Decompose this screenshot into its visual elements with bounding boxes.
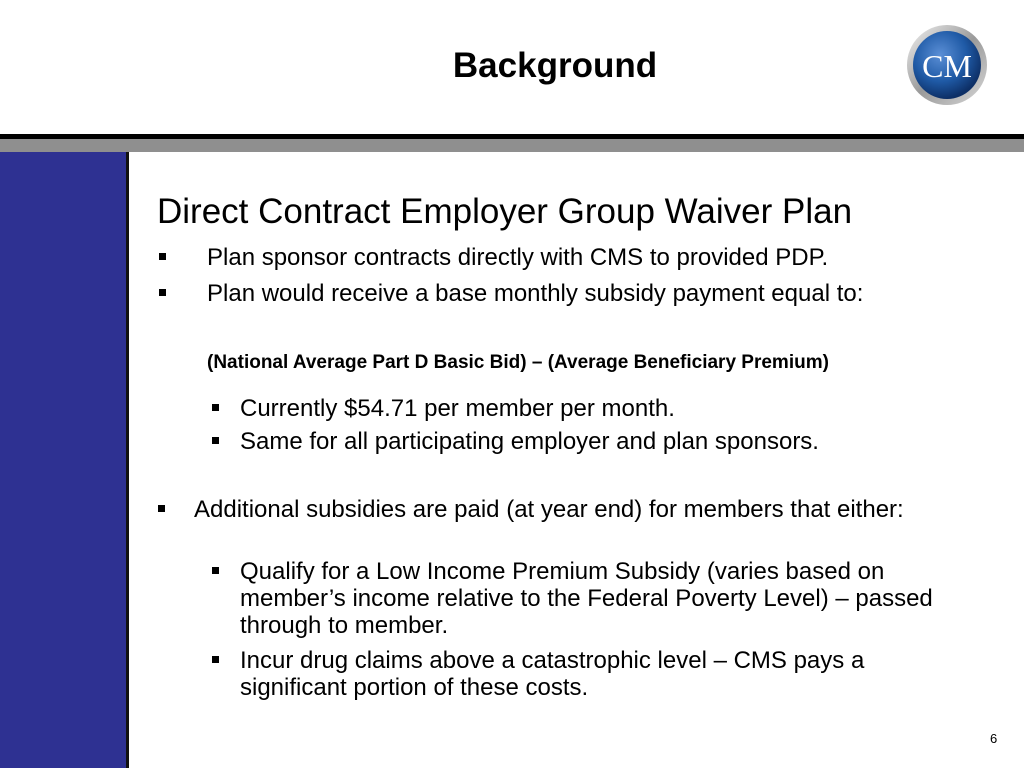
sub-bullet-item: [240, 558, 970, 639]
bullet-text: Additional subsidies are paid (at year end) for members that either:: [194, 496, 904, 523]
bullet-item: [194, 496, 959, 523]
square-bullet-icon: [159, 289, 166, 296]
sub-bullet-text: Incur drug claims above a catastrophic level – CMS pays a significant portion of these costs.: [240, 647, 865, 701]
sidebar-band: [0, 152, 126, 768]
sub-bullet-text: Qualify for a Low Income Premium Subsidy (varies based on member’s income relative to the Federal Poverty Level) – passed through to member.: [240, 558, 933, 639]
header-band: [0, 139, 1024, 152]
square-bullet-icon: [158, 505, 165, 512]
bullet-text: Plan sponsor contracts directly with CMS to provided PDP.: [207, 244, 829, 271]
sub-bullet-item: [240, 428, 960, 455]
sub-bullet-text: Same for all participating employer and plan sponsors.: [240, 428, 819, 455]
square-bullet-icon: [212, 437, 219, 444]
slide-title: Background: [452, 46, 658, 85]
sub-bullet-item: [240, 395, 960, 422]
sub-bullet-item: [240, 647, 970, 701]
bullet-item: [207, 280, 959, 307]
square-bullet-icon: [212, 404, 219, 411]
cm-logo: [904, 22, 990, 108]
sidebar-edge: [126, 152, 129, 768]
subsidy-formula: (National Average Part D Basic Bid) – (Average Beneficiary Premium): [207, 352, 829, 373]
page-number: 6: [990, 731, 998, 746]
section-heading: Direct Contract Employer Group Waiver Plan: [157, 192, 853, 231]
bullet-text: Plan would receive a base monthly subsidy payment equal to:: [207, 280, 864, 307]
bullet-item: [207, 244, 967, 271]
sub-bullet-text: Currently $54.71 per member per month.: [240, 395, 675, 422]
square-bullet-icon: [212, 656, 219, 663]
square-bullet-icon: [159, 253, 166, 260]
square-bullet-icon: [212, 567, 219, 574]
logo-text: CM: [922, 48, 972, 84]
